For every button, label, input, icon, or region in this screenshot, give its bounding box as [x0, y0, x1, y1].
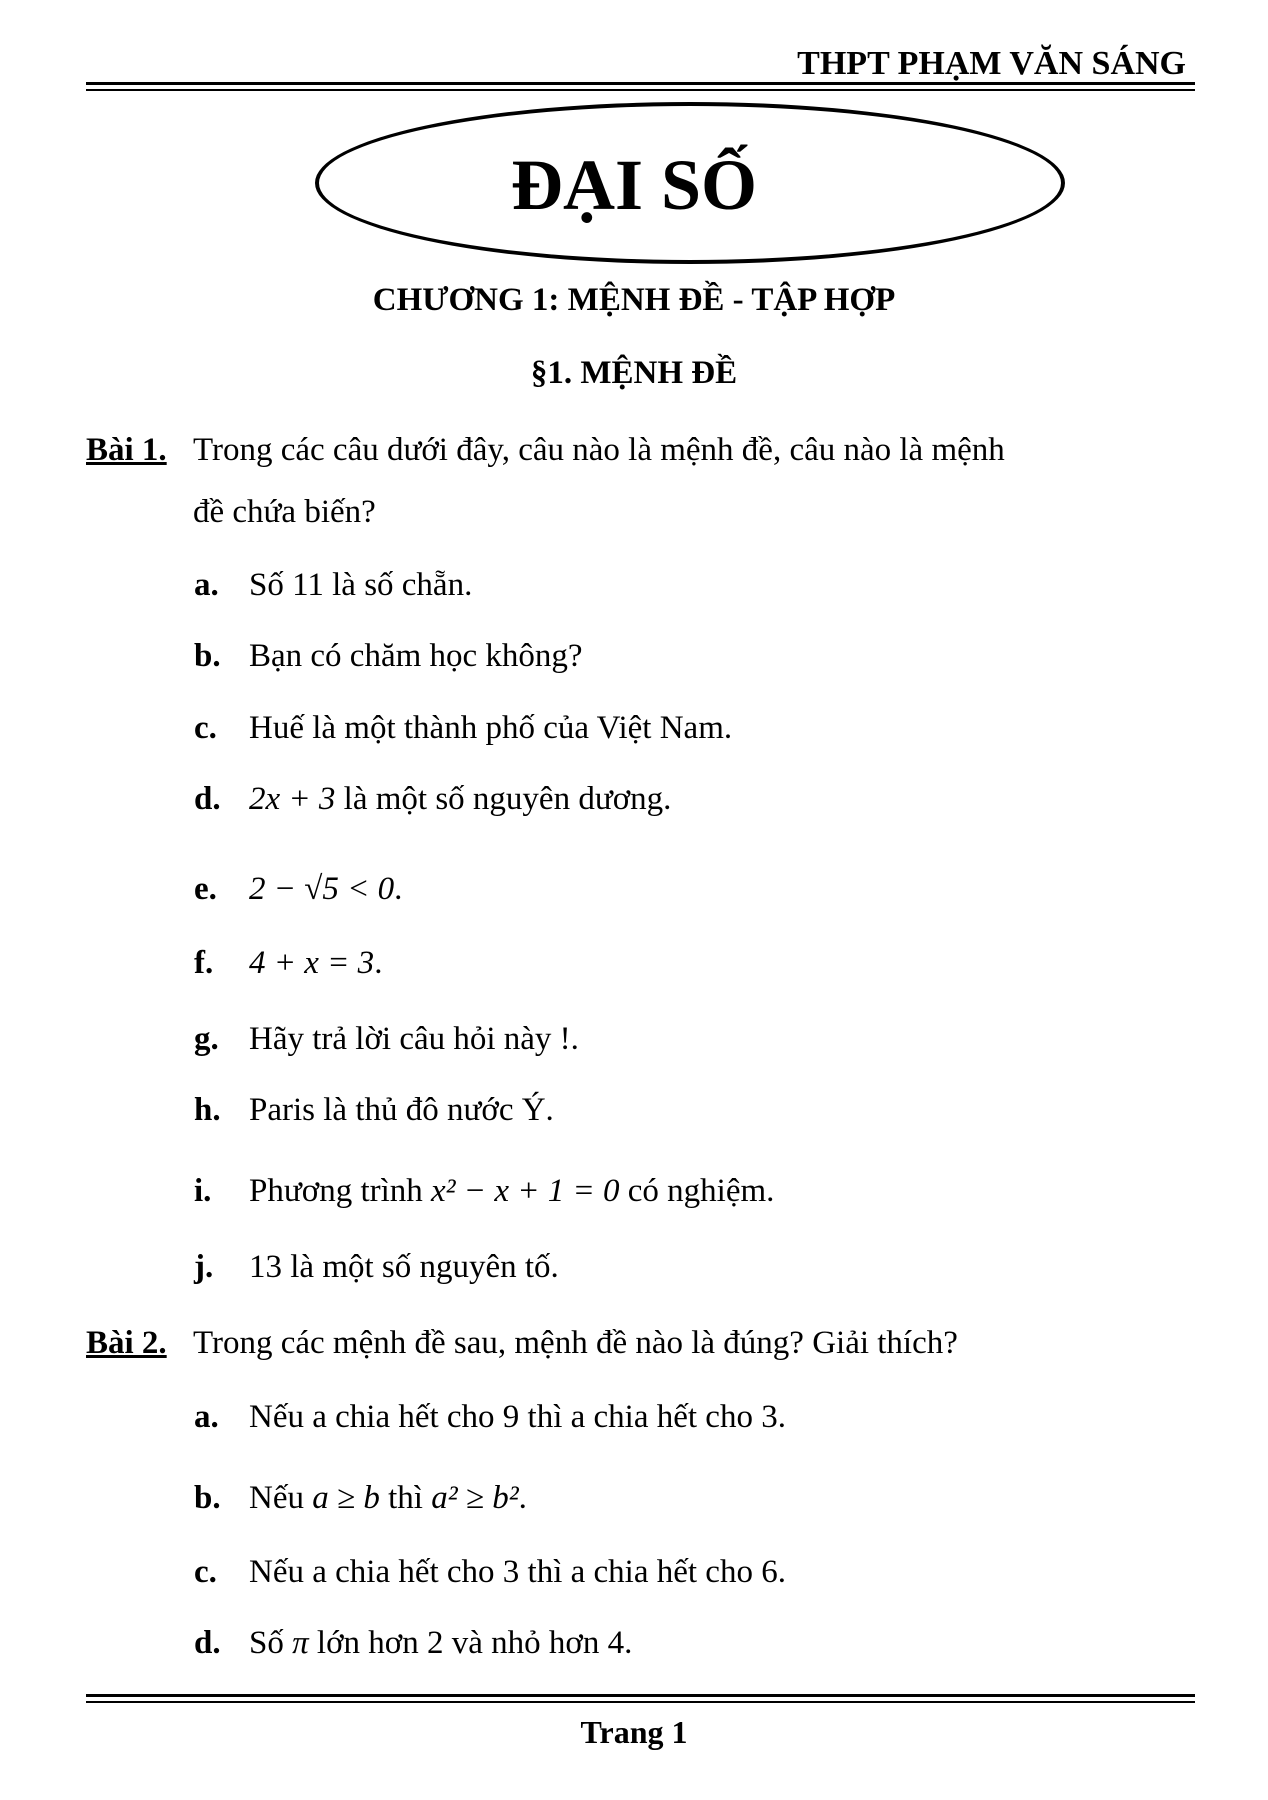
item-text-rest: lớn hơn 2 và nhỏ hơn 4. — [308, 1625, 633, 1661]
math-expression: 2 − √5 < 0 — [249, 871, 395, 907]
item-label: b. — [194, 1480, 221, 1516]
item-text — [249, 1623, 632, 1663]
item-text: Paris là thủ đô nước Ý. — [249, 1092, 554, 1128]
item-text: Hãy trả lời câu hỏi này !. — [249, 1021, 579, 1057]
item-text-rest: . — [374, 945, 383, 981]
exercise-1-question: Trong các câu dưới đây, câu nào là mệnh đề, câu nào là mệnh — [193, 432, 1005, 468]
item-text: 13 là một số nguyên tố. — [249, 1249, 559, 1285]
item-text — [249, 943, 382, 983]
item-label: a. — [194, 567, 219, 603]
exercise-1-question-cont: đề chứa biến? — [193, 494, 376, 530]
item-label: b. — [194, 638, 221, 674]
item-label: a. — [194, 1399, 219, 1435]
item-label: d. — [194, 781, 221, 817]
item-text — [249, 1171, 774, 1211]
item-text: Nếu a chia hết cho 3 thì a chia hết cho 6. — [249, 1554, 786, 1590]
item-label: h. — [194, 1092, 221, 1128]
item-text — [249, 1478, 527, 1518]
math-expression: 2x + 3 — [249, 781, 336, 817]
item-text — [249, 869, 402, 909]
item-label: e. — [194, 871, 217, 907]
item-text: Số 11 là số chẵn. — [249, 567, 473, 603]
item-text: Bạn có chăm học không? — [249, 638, 583, 674]
item-label: d. — [194, 1625, 221, 1661]
item-text: Nếu a chia hết cho 9 thì a chia hết cho 3. — [249, 1399, 786, 1435]
item-text-pre: Nếu — [249, 1480, 313, 1516]
math-expression: a ≥ b — [312, 1480, 380, 1516]
item-label: g. — [194, 1021, 219, 1057]
math-expression: a² ≥ b² — [431, 1480, 519, 1516]
math-expression: x² − x + 1 = 0 — [431, 1173, 620, 1209]
item-text-rest: là một số nguyên dương. — [335, 781, 672, 817]
item-text-rest: . — [518, 1480, 527, 1516]
page-title: ĐẠI SỐ — [510, 145, 758, 225]
item-label: c. — [194, 710, 217, 746]
item-text-rest: . — [394, 871, 403, 907]
item-text-pre: Phương trình — [249, 1173, 432, 1209]
item-text-rest: có nghiệm. — [619, 1173, 775, 1209]
exercise-2-question: Trong các mệnh đề sau, mệnh đề nào là đúng? Giải thích? — [193, 1325, 958, 1361]
footer-rule — [86, 1694, 1195, 1703]
math-expression: 4 + x = 3 — [249, 945, 375, 981]
chapter-heading: CHƯƠNG 1: MỆNH ĐỀ - TẬP HỢP — [372, 282, 896, 318]
section-heading: §1. MỆNH ĐỀ — [530, 355, 738, 391]
exercise-1-label: Bài 1. — [86, 432, 167, 468]
item-text: Huế là một thành phố của Việt Nam. — [249, 710, 733, 746]
item-label: j. — [194, 1249, 214, 1285]
header-rule — [86, 82, 1195, 91]
item-text-mid: thì — [379, 1480, 432, 1516]
item-label: c. — [194, 1554, 217, 1590]
page-number: Trang 1 — [580, 1714, 688, 1750]
item-text-pre: Số — [249, 1625, 293, 1661]
school-header: THPT PHẠM VĂN SÁNG — [797, 45, 1186, 82]
item-text — [249, 779, 671, 819]
item-label: i. — [194, 1173, 212, 1209]
item-label: f. — [194, 945, 214, 981]
exercise-2-label: Bài 2. — [86, 1325, 167, 1361]
math-expression: π — [292, 1625, 309, 1661]
